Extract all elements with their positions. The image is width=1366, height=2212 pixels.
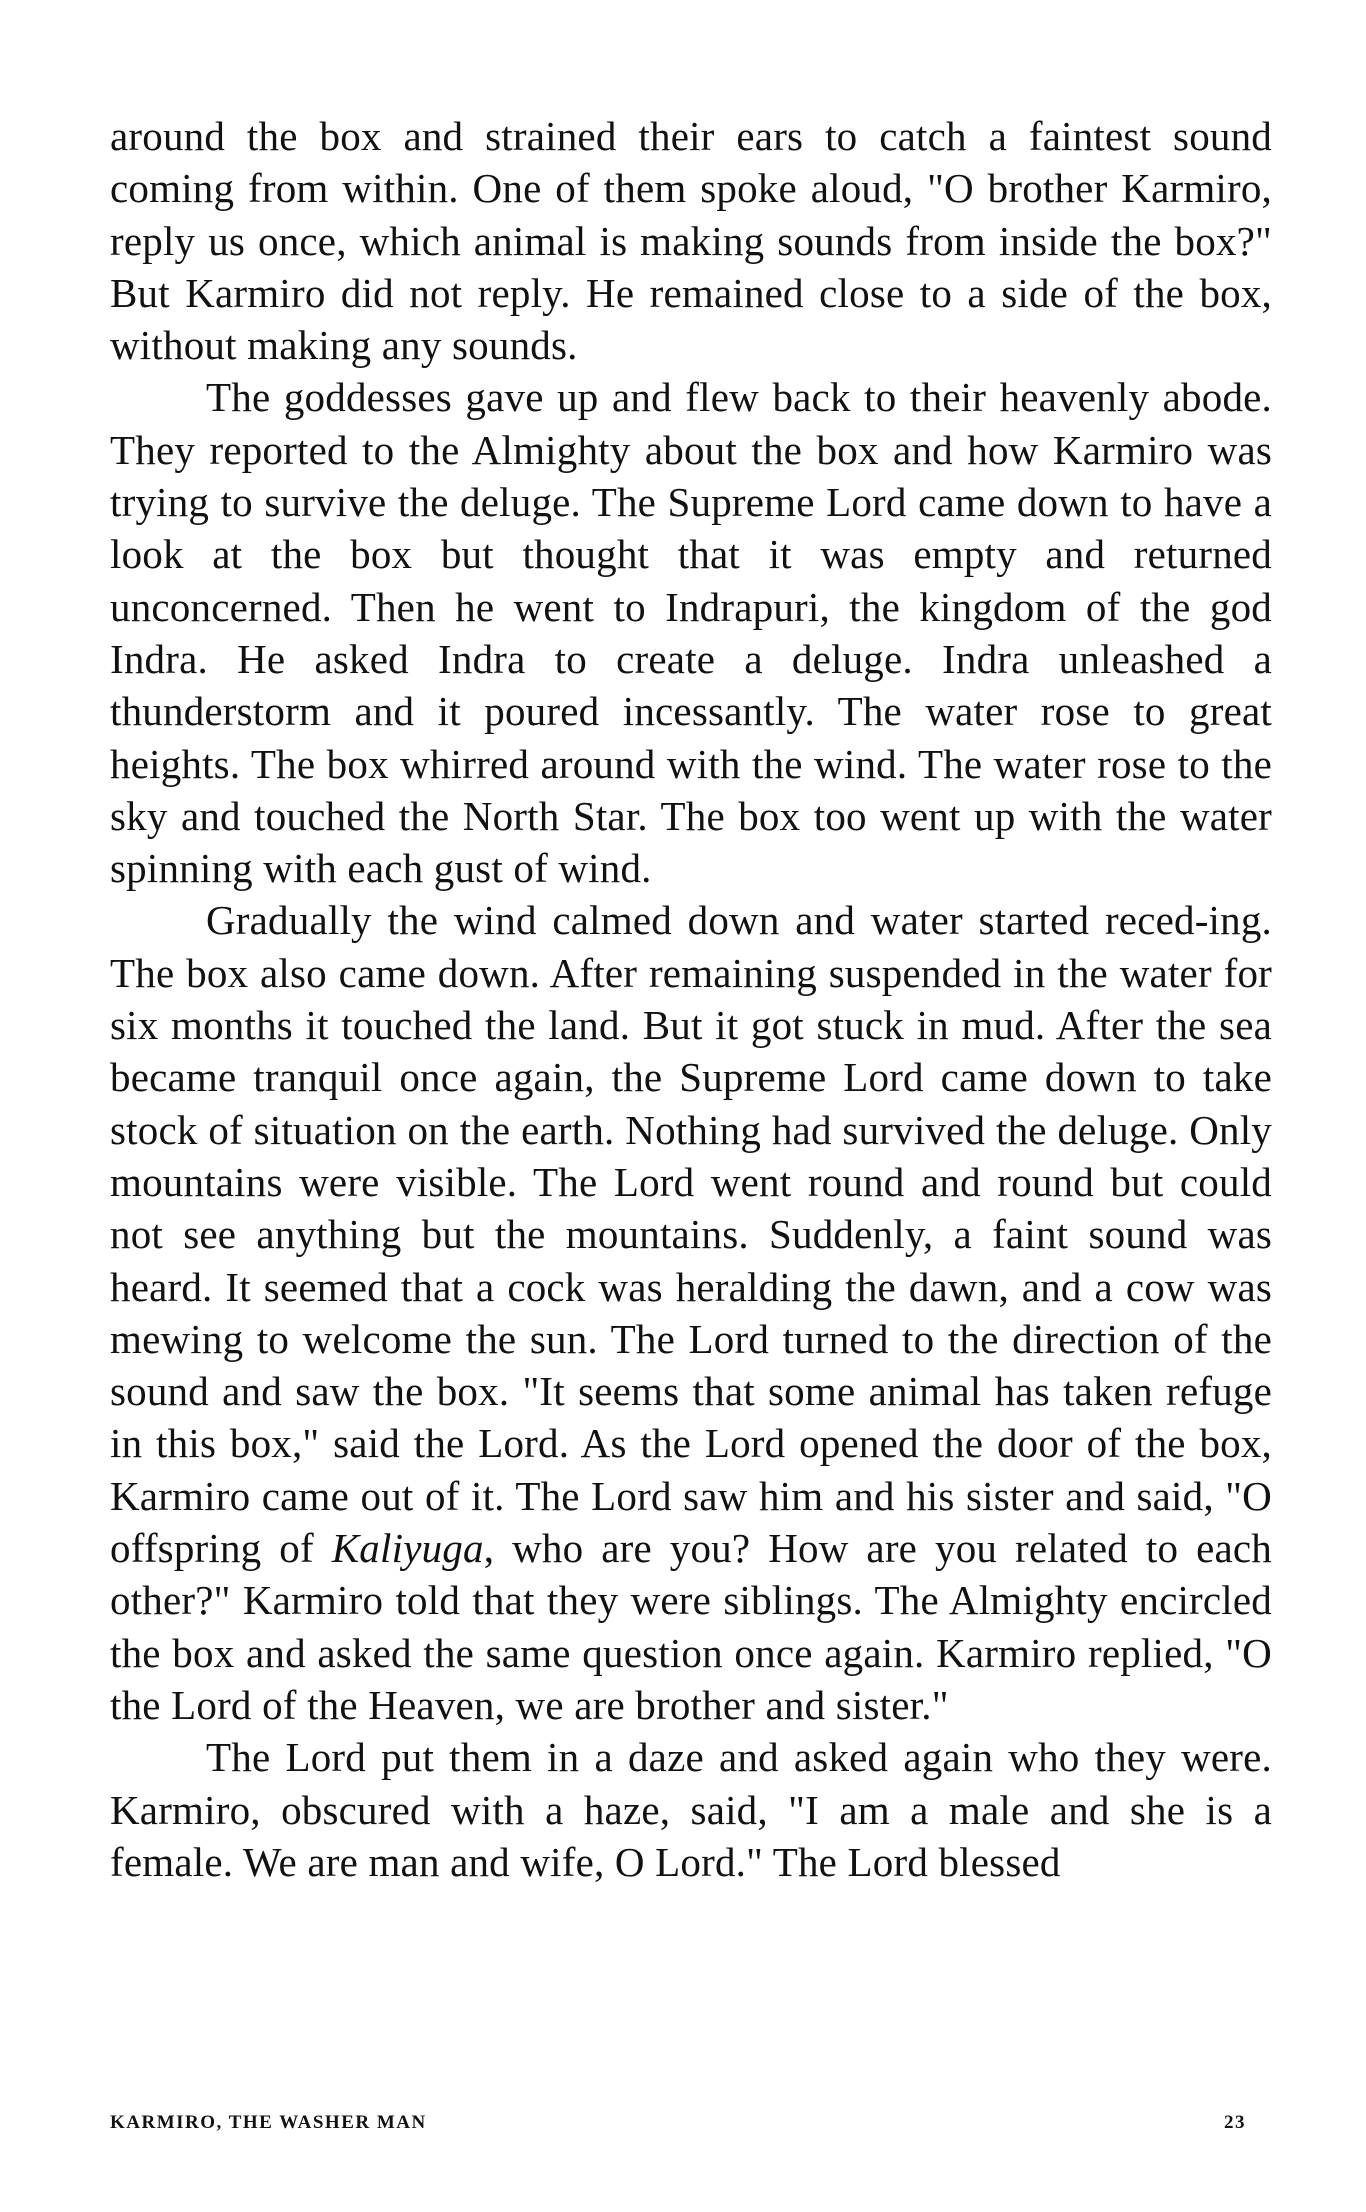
page-number: 23 — [1224, 2112, 1246, 2133]
text-segment: The goddesses gave up and flew back to their heavenly abode. They reported to the Almighty about the box and how Karmiro was trying to survive the deluge. The Supreme Lord came down to have a look at the box but thought that it was empty and returned unconcerned. Then he went to Indrapuri, the kingdom of the god Indra. He asked Indra to create a deluge. Indra unleashed a thunderstorm and it poured incessantly. The water rose to great heights. The box whirred around with the wind. The water rose to the sky and touched the North Star. The box too went up with the water spinning with each gust of wind. — [110, 374, 1272, 892]
text-segment: , who are you? How are you related to each other?" Karmiro told that they were siblings. The Almighty encircled the box and asked the same question once again. Karmiro replied, "O the Lord of the Heaven, we are brother and sister." — [110, 1525, 1272, 1728]
page-body-text — [110, 110, 1272, 1888]
text-segment: Gradually the wind calmed down and water started reced-ing. The box also came down. After remaining suspended in the water for six months it touched the land. But it got stuck in mud. After the sea became tranquil once again, the Supreme Lord came down to take stock of situation on the earth. Nothing had survived the deluge. Only mountains were visible. The Lord went round and round but could not see anything but the mountains. Suddenly, a faint sound was heard. It seemed that a cock was heralding the dawn, and a cow was mewing to welcome the sun. The Lord turned to the direction of the sound and saw the box. "It seems that some animal has taken refuge in this box," said the Lord. As the Lord opened the door of the box, Karmiro came out of it. The Lord saw him and his sister and said, "O offspring of — [110, 897, 1272, 1572]
running-title: KARMIRO, THE WASHER MAN — [110, 2112, 427, 2133]
text-segment: around the box and strained their ears to catch a faintest sound coming from within. One of them spoke aloud, "O brother Karmiro, reply us once, which animal is making sounds from inside the box?" But Karmiro did not reply. He remained close to a side of the box, without making any sounds. — [110, 113, 1272, 369]
paragraph-2 — [110, 371, 1272, 894]
paragraph-1 — [110, 110, 1272, 371]
italic-text-segment: Kaliyuga — [331, 1525, 484, 1572]
text-segment: The Lord put them in a daze and asked again who they were. Karmiro, obscured with a haze, said, "I am a male and she is a female. We are man and wife, O Lord." The Lord blessed — [110, 1734, 1272, 1885]
paragraph-3 — [110, 894, 1272, 1731]
paragraph-4 — [110, 1731, 1272, 1888]
